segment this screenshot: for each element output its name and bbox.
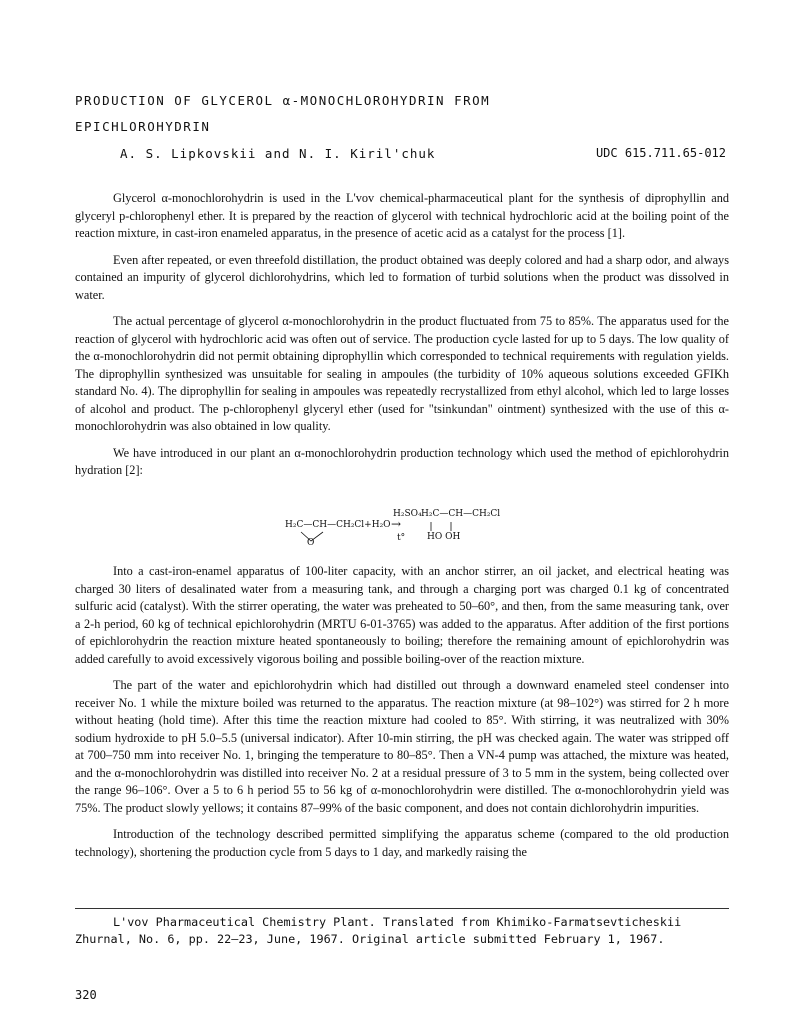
title-line-1: PRODUCTION OF GLYCEROL α-MONOCHLOROHYDRIN FROM xyxy=(75,93,491,108)
authors: A. S. Lipkovskii and N. I. Kiril'chuk xyxy=(120,146,436,161)
footnote-divider xyxy=(75,908,729,909)
paragraph: The actual percentage of glycerol α-monochlorohydrin in the product fluctuated from 75 to 85%. The apparatus used for the reaction of glycerol with hydrochloric acid was often out of service. The production cycle lasted for up to 5 days. The low quality of the α-monochlorohydrin did not permit obtaining diprophyllin which corresponded to technical requirements with regulation yields. The diprophyllin synthesized was unsuitable for sealing in ampoules (the turbidity of 10% aqueous solutions exceeded GFIKh standard No. 4). The diprophyllin for sealing in ampoules was repeatedly recrystallized from ethyl alcohol, which led to large losses of alcohol and product. The p-chlorophenyl glyceryl ether (used for "tsinkundan" ointment) synthesized with the use of this α-monochlorohydrin was also obtained in low quality. xyxy=(75,314,729,433)
page-number: 320 xyxy=(75,988,97,1002)
equation-product-groups: HO OH xyxy=(427,532,461,542)
footnote xyxy=(75,914,729,948)
udc-code: UDC 615.711.65-012 xyxy=(595,146,726,160)
paragraph: We have introduced in our plant an α-monochlorohydrin production technology which used the method of epichlorohydrin hydration [2]: xyxy=(75,445,729,477)
paragraph: The part of the water and epichlorohydrin which had distilled out through a downward enameled steel condenser into receiver No. 1 while the mixture boiled was returned to the apparatus. The reaction mixture (at 98–102°) was stirred for 2 h more without heating (hold time). After this time the reaction mixture had cooled to 85°. With stirring, it was neutralized with 30% sodium hydroxide to pH 5.0–5.5 (universal indicator). After 10-min stirring, the pH was checked again. The water was stripped off at 700–750 mm into receiver No. 1, bringing the temperature to 80–85°. Then a VN-4 pump was attached, the mixture was heated, and the α-monochlorohydrin was distilled into receiver No. 2 at a residual pressure of 3 to 5 mm in the system, being collected over the range 96–106°. Over a 5 to 6 h period 55 to 56 kg of α-monochlorohydrin were distilled. The α-monochlorohydrin yield was 75%. The product slowly yellows; it contains 87–99% of the basic component, and does not contain dichlorohydrin impurities. xyxy=(75,678,729,815)
paragraph: Glycerol α-monochlorohydrin is used in the L'vov chemical-pharmaceutical plant for the synthesis of diprophyllin and glyceryl p-chlorophenyl ether. It is prepared by the reaction of glycerol with technical hydrochloric acid at the boiling point of the reaction mixture, in cast-iron enameled apparatus, in the presence of acetic acid as a catalyst for the process [1]. xyxy=(75,191,729,240)
equation-product: H₂C—CH—CH₂Cl xyxy=(421,509,501,519)
paragraph: Into a cast-iron-enamel apparatus of 100-liter capacity, with an anchor stirrer, an oil jacket, and electrical heating was charged 30 liters of desalinated water from a measuring tank, and through a charging port was charged 0.1 kg of concentrated sulfuric acid (catalyst). With the stirrer operating, the water was preheated to 50–60°, and then, from the same measuring tank, over a 2-h period, 60 kg of technical epichlorohydrin (MRTU 6-01-3765) was added to the apparatus. After addition of the first portions of epichlorohydrin the reaction mixture heated spontaneously to boiling; therefore the remaining amount of epichlorohydrin was added carefully to avoid excessively vigorous boiling and possible boiling-over of the reaction mixture. xyxy=(75,564,729,666)
equation-condition: t° xyxy=(397,533,406,543)
body-section-1 xyxy=(75,190,729,489)
equation-reagent: H₂SO₄ xyxy=(393,509,422,519)
paragraph: Even after repeated, or even threefold distillation, the product obtained was deeply colored and had a sharp odor, and always contained an impurity of glycerol dichlorohydrins, which led to formation of turbid solutions when the product was dissolved in water. xyxy=(75,252,729,302)
paragraph: Introduction of the technology described permitted simplifying the apparatus scheme (compared to the old production technology), shortening the production cycle from 5 days to 1 day, and markedly raising the xyxy=(75,827,729,859)
body-section-2 xyxy=(75,563,729,870)
footnote-text: L'vov Pharmaceutical Chemistry Plant. Translated from Khimiko-Farmatsevticheskii Zhurnal, No. 6, pp. 22–23, June, 1967. Original article submitted February 1, 1967. xyxy=(75,915,682,946)
epoxide-oxygen: O xyxy=(307,538,315,548)
reaction-arrow: → xyxy=(391,517,402,531)
title-line-2: EPICHLOROHYDRIN xyxy=(75,119,211,134)
equation-reactant: H₂C—CH—CH₂Cl+H₂O xyxy=(285,520,391,530)
reaction-equation xyxy=(285,506,525,550)
